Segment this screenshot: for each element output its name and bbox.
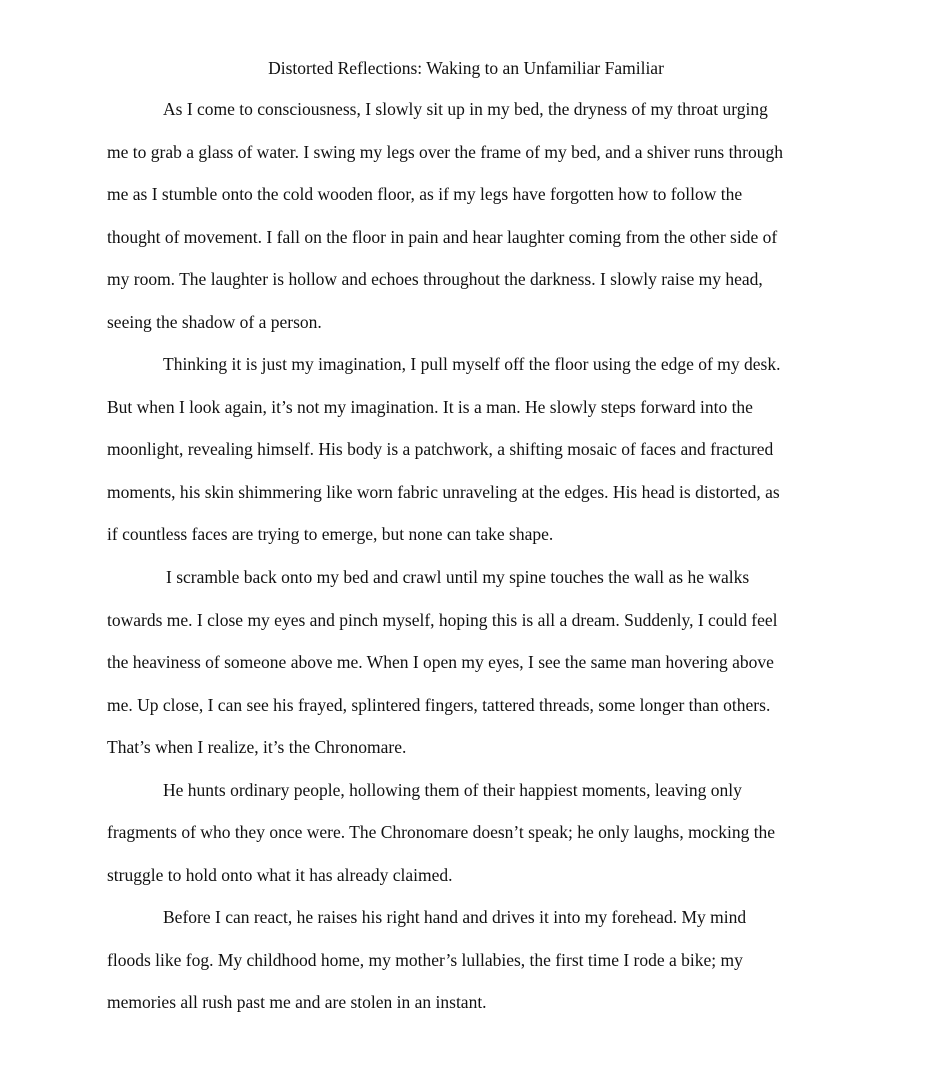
paragraph-line: That’s when I realize, it’s the Chronomare.: [107, 737, 407, 758]
paragraph-line: struggle to hold onto what it has already claimed.: [107, 864, 453, 885]
paragraph-4: [107, 777, 837, 905]
document-body: [107, 96, 837, 1032]
paragraph-line: seeing the shadow of a person.: [107, 311, 322, 332]
paragraph-line: memories all rush past me and are stolen in an instant.: [107, 992, 487, 1013]
paragraph-line: the heaviness of someone above me. When I open my eyes, I see the same man hovering above: [107, 652, 774, 673]
paragraph-line: me. Up close, I can see his frayed, splintered fingers, tattered threads, some longer than others.: [107, 694, 771, 715]
paragraph-line: fragments of who they once were. The Chronomare doesn’t speak; he only laughs, mocking the: [107, 822, 776, 843]
paragraph-line: As I come to consciousness, I slowly sit up in my bed, the dryness of my throat urging: [163, 99, 768, 119]
paragraph-line: Before I can react, he raises his right hand and drives it into my forehead. My mind: [163, 907, 747, 928]
paragraph-line: me as I stumble onto the cold wooden floor, as if my legs have forgotten how to follow the: [107, 184, 743, 205]
paragraph-line: towards me. I close my eyes and pinch myself, hoping this is all a dream. Suddenly, I could feel: [107, 609, 778, 630]
paragraph-5: [107, 904, 837, 1032]
paragraph-line: if countless faces are trying to emerge, but none can take shape.: [107, 524, 554, 545]
paragraph-1: [107, 96, 837, 351]
paragraph-line: floods like fog. My childhood home, my mother’s lullabies, the first time I rode a bike; my: [107, 949, 743, 970]
paragraph-3: [107, 564, 837, 777]
paragraph-line: But when I look again, it’s not my imagination. It is a man. He slowly steps forward into the: [107, 396, 753, 417]
paragraph-line: my room. The laughter is hollow and echoes throughout the darkness. I slowly raise my head,: [107, 269, 763, 290]
paragraph-line: moments, his skin shimmering like worn fabric unraveling at the edges. His head is distorted, as: [107, 481, 780, 502]
paragraph-line: He hunts ordinary people, hollowing them of their happiest moments, leaving only: [163, 779, 742, 800]
paragraph-line: Thinking it is just my imagination, I pull myself off the floor using the edge of my desk.: [163, 354, 781, 375]
paragraph-line: I scramble back onto my bed and crawl until my spine touches the wall as he walks: [166, 567, 750, 588]
paragraph-line: moonlight, revealing himself. His body is a patchwork, a shifting mosaic of faces and fractured: [107, 439, 774, 460]
paragraph-line: thought of movement. I fall on the floor in pain and hear laughter coming from the other side of: [107, 226, 778, 247]
paragraph-line: me to grab a glass of water. I swing my legs over the frame of my bed, and a shiver runs through: [107, 141, 784, 162]
paragraph-2: [107, 351, 837, 564]
document-title: Distorted Reflections: Waking to an Unfamiliar Familiar: [268, 58, 664, 78]
